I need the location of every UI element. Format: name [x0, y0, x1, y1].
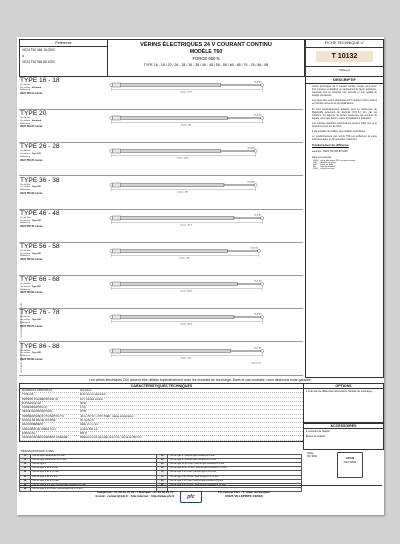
accessory-item: 2 consoles de fixation.: [306, 430, 331, 433]
motor-block: [113, 282, 121, 286]
characteristic-key: INDICE DE PROTECTION :: [22, 410, 54, 414]
description-paragraphs: [306, 84, 383, 142]
head-eye: [261, 84, 264, 87]
type-reference: [20, 225, 66, 228]
head-eye: [254, 150, 257, 153]
description-paragraph: Il est possible de réaliser des modèles spécifiques.: [312, 130, 366, 134]
designation-code: 48: [20, 488, 31, 492]
codes-table: [312, 160, 356, 170]
code-text: vérin électrique 24V courant continu: [320, 159, 356, 162]
vis-de-tete-callout: Vis de tête: [254, 281, 262, 283]
characteristic-value: environ 500 mm: [80, 427, 98, 431]
type-name: TYPE 66 - 68: [20, 276, 60, 284]
rear-eye: [110, 283, 113, 286]
type-ref-label: Référence: [20, 122, 31, 125]
designation-code: 26: [20, 467, 31, 471]
type-ref-value: VE24 T60 66: [20, 291, 34, 295]
type-course-word: course: [34, 291, 43, 295]
type-vis-label: Vis de tête: [20, 117, 31, 120]
type-vis-label: Vis de tête: [20, 183, 31, 186]
type-label: [20, 177, 66, 195]
reference-to: VE24 T60 065 88 1000: [22, 60, 55, 64]
designation-code: 20: [20, 462, 31, 466]
type-vis-label: Vis de tête: [20, 316, 31, 319]
characteristics-box: [19, 383, 304, 442]
designation-text: Tête de type K Ø 10 mm / pied de type K Ø 10 mm: [168, 475, 302, 479]
type-label: [20, 143, 66, 161]
functions-title: Fonctionnement des différences: [312, 144, 349, 148]
company-logo: pfc: [180, 491, 202, 503]
designation-code: 56: [157, 454, 168, 458]
type-course-word: course: [34, 324, 43, 328]
rear-eye: [110, 216, 113, 219]
description-title: DESCRIPTIF: [306, 77, 383, 84]
motor-block: [113, 183, 121, 187]
code-key: T60: [313, 161, 317, 164]
type-fin-label: Vis arrière :: [20, 319, 32, 322]
actuator-drawing: [67, 145, 301, 165]
type-row: [19, 210, 303, 243]
description-paragraph: Le positionnement des vérins T60 est s'effectuer la vente total de la ligne en 60 secondes maximum.: [312, 135, 377, 142]
description-paragraph: Les types des vérins électriques 24 V courant continu varient en fonction de leurs vis de détail désiré.: [312, 99, 377, 106]
actuator-rod: [231, 350, 261, 351]
motor-block: [113, 349, 121, 353]
characteristics-title: CARACTÉRISTIQUES TECHNIQUES: [20, 384, 303, 389]
designation-code: 88: [157, 483, 168, 487]
vis-de-tete-callout: Vis de tête: [254, 82, 262, 84]
code-key: 0200: [313, 167, 318, 170]
characteristic-value: 1,5 A: [80, 406, 86, 410]
code-text: type de fixation: [320, 165, 336, 168]
description-paragraph: Les courses standard s'échelonnent jusqu'à 1000 mm et le fonctionnement est de 60 N.: [312, 121, 377, 129]
characteristic-value: 36 W: [80, 401, 86, 405]
type-name: TYPE 26 - 28: [20, 143, 60, 151]
designation-code: 16: [20, 454, 31, 458]
model-title: MODÈLE T60: [189, 49, 223, 55]
options-box: [303, 383, 384, 423]
characteristic-value: Ø 20 mm en aluminium: [80, 393, 106, 397]
characteristic-value: 24 V courant continu: [80, 397, 103, 401]
type-vis-label: Vis de tête: [20, 349, 31, 352]
motor-block: [113, 216, 121, 220]
side-note: DOCUMENT NON CONTRACTUEL — SOUS RÉSERVE DE MODIFICATIONS: [21, 302, 23, 373]
motor-block: [113, 315, 121, 319]
actuator-drawing: [67, 311, 301, 331]
fiche-number: T 10132: [316, 51, 373, 62]
type-reference: [20, 325, 66, 328]
type-fin-value: Type E/K: [31, 352, 41, 355]
example-line: exemple : VE24 T60 065 88 0200: [312, 150, 348, 154]
characteristic-key: CONSOMMATION (A) :: [22, 406, 49, 410]
type-fin-value: Type E/K: [31, 319, 41, 322]
type-reference: [20, 258, 66, 261]
type-label: [20, 77, 66, 95]
characteristic-value: Référence à 60 secondes sous 0 en course de 500 mm: [80, 436, 142, 440]
type-course-word: course: [34, 191, 43, 195]
designation-text: Tête de type K Ø 8 mm / pied de type K Ø 8 mm: [168, 471, 302, 475]
designation-code: 68: [157, 467, 168, 471]
page-title: VÉRINS ÉLECTRIQUES 24 V COURANT CONTINU: [140, 42, 272, 48]
type-fin-value: Type E/K: [31, 153, 41, 156]
type-label: [20, 210, 66, 228]
description-paragraph: Vérins électriques 24 V courant continu conçus pour lever, tirer, pousser et déplacer un équipement de façon autonome, manuelle tout en assurant une sécurité et une qualité de levage constantes.: [312, 85, 377, 98]
type-ref-label: Référence: [20, 222, 31, 225]
head-eye: [261, 283, 264, 286]
type-ref-value: VE24 T60 76: [20, 324, 34, 328]
code-key: VE24: [313, 159, 319, 162]
designation-code: 78: [157, 475, 168, 479]
type-fin-value: Type E/K: [31, 285, 41, 288]
designation-text: Tête de type E Ø 8 mm / pied de type standard Ø 8 mm: [31, 483, 157, 487]
actuator-rod: [227, 250, 257, 251]
designation-text: Tête de type de Ø 10 mm / pied de type standard Ø 10 mm: [168, 467, 302, 471]
designation-code: 76: [157, 471, 168, 475]
characteristic-key: MATÉRIAUX PRINCIPAUX :: [22, 389, 54, 392]
motor-block: [113, 249, 121, 253]
type-fin-label: Vis arrière :: [20, 119, 32, 122]
type-reference: [20, 159, 66, 162]
description-paragraph: Ils sont particulièrement adaptés pour la manœuvre de Dispositifs évitement de Sécurité (D.S.S.) lors par les incisions, les dépens, les portes coupe-feu, les ouvrants de façade, ainsi que dans le cadre d'installations d'aération.: [312, 107, 377, 120]
characteristic-key: TENSION D'ALIMENTATION (V) :: [22, 397, 60, 401]
characteristic-key: VALEUR DE DÉPLACEMENT LINÉAIRE :: [22, 436, 69, 440]
course-dimension: Course + 281,5: [176, 158, 189, 161]
type-row: [19, 309, 303, 342]
type-course-word: course: [34, 258, 43, 262]
type-ref-value: VE24 T60 56: [20, 258, 34, 262]
type-course-word: course: [34, 125, 43, 129]
type-reference: [20, 92, 66, 95]
actuator-drawing: [67, 345, 301, 365]
type-fin-value: Type E/K: [31, 252, 41, 255]
rear-eye: [110, 183, 113, 186]
type-fin-value: Type E/K: [31, 219, 41, 222]
type-fin-value: Standard: [31, 119, 42, 122]
designation-code: 86: [157, 479, 168, 483]
type-ref-value: VE24 T60 46: [20, 224, 34, 228]
type-fin-label: Vis arrière :: [20, 219, 32, 222]
example-sub: Dans cet exemple,: [312, 155, 332, 159]
vis-de-tete-callout: Vis de tête: [254, 347, 262, 349]
vis-de-tete-callout: Vis de tête: [254, 115, 262, 117]
units-note: Cotes en mm: [251, 363, 261, 365]
type-vis-label: Vis de tête: [20, 150, 31, 153]
actuator-drawing: [67, 212, 301, 232]
characteristic-key: PUISSANCE (W) :: [22, 401, 43, 405]
reference-box: [19, 39, 108, 77]
reference-to-word: à: [22, 54, 24, 58]
characteristic-key: FORCE (N) :: [22, 431, 37, 435]
designation-text: Tête de type E / pied de type standard Ø 8 mm: [168, 454, 302, 458]
type-fin-label: Vis arrière :: [20, 285, 32, 288]
vis-de-tete-callout: Vis de tête: [247, 148, 255, 150]
code-key: 065: [313, 163, 317, 166]
type-row: [19, 77, 303, 110]
designation-text: Tête de type K: [31, 462, 157, 466]
course-dimension: Course + 314: [180, 357, 192, 360]
options-text: 1 à de tête de différentes dimensions. Module de surcharge.: [306, 390, 373, 393]
designation-text: Tête de type E / pied de type standard Ø 10 mm: [168, 458, 302, 462]
type-fin-label: Vis arrière :: [20, 86, 32, 89]
actuator-drawing: [67, 112, 301, 132]
types-section: [19, 77, 303, 377]
fiche-label: FICHE TECHNIQUE n°: [306, 40, 383, 48]
actuator-drawing: [67, 79, 301, 99]
characteristics-rows: [20, 389, 303, 441]
type-fin-label: Vis arrière :: [20, 153, 32, 156]
type-vis-label: Vis de tête: [20, 216, 31, 219]
type-reference: [20, 358, 66, 361]
type-label: [20, 110, 66, 128]
rear-eye: [110, 316, 113, 319]
type-name: TYPE 56 - 58: [20, 243, 60, 250]
characteristic-value: -20 à +70 °C / +70°C TAEF : classe température: [80, 414, 134, 418]
type-ref-label: Référence: [20, 189, 31, 191]
type-row: [19, 177, 303, 210]
course-dimension: Course + 277,5: [180, 91, 192, 94]
accessory-item: Étriers de fixation.: [306, 435, 327, 439]
type-ref-label: Référence: [20, 288, 31, 291]
type-label: [20, 276, 66, 294]
type-fin-value: Type E/K: [31, 186, 41, 189]
footer-contact: [95, 490, 175, 498]
code-text: Modèle du vérin: [320, 161, 336, 164]
footer-phone: Téléphone : 01 48 60 76 00 - Télécopie : 01 48 60 29 70: [96, 490, 174, 494]
type-name: TYPE 46 - 48: [20, 209, 60, 217]
type-row: [19, 110, 303, 143]
rear-eye: [110, 84, 113, 87]
head-eye: [254, 183, 257, 186]
vis-de-tete-callout: Vis de tête: [247, 181, 255, 183]
warning-note: Les vérins électriques 24V doivent être utilisés impérativement avec les modules de surcharge. Dans le cas contraire, nous déclinons toute garantie.: [89, 378, 312, 382]
code-row: [312, 168, 356, 170]
type-label: [20, 243, 66, 261]
type-ref-label: Référence: [20, 155, 31, 158]
head-eye: [257, 250, 260, 253]
actuator-rod: [234, 217, 261, 218]
options-title: OPTIONS: [304, 384, 383, 389]
type-name: TYPE 86 - 88: [20, 342, 60, 350]
type-ref-value: VE24 T60 86: [20, 357, 34, 361]
actuator-rod: [221, 84, 261, 85]
actuator-rod: [221, 151, 254, 152]
designation-text: Tête de type E Ø 10 mm / pied de type std Ø 10 mm: [31, 488, 157, 492]
certification-logo: AFAQ ISO 9001: [337, 452, 363, 478]
rear-eye: [110, 250, 113, 253]
course-dimension: Course + 321,5: [180, 224, 192, 227]
designation-code: 66: [157, 462, 168, 466]
type-ref-label: Référence: [20, 321, 31, 324]
type-row: [19, 243, 303, 276]
head-eye: [261, 316, 264, 319]
type-reference: [20, 192, 66, 195]
type-ref-value: VE24 T60 36: [20, 191, 34, 195]
type-ref-label: Référence: [20, 255, 31, 258]
designation-text: Tête de type E Ø 10 mm / pied de type standard Ø 10 mm: [168, 483, 302, 487]
type-ref-label: Référence: [20, 89, 31, 92]
description-box: [305, 77, 384, 378]
type-ref-label: Référence: [20, 355, 31, 357]
indice-label: Indice A: [306, 66, 383, 72]
designation-title: DÉSIGNATION DES TYPES: [21, 450, 54, 453]
designation-text: Tête de type E de Ø 8 mm: [31, 467, 157, 471]
characteristic-row: [20, 436, 303, 440]
type-vis-label: Vis de tête: [20, 250, 31, 252]
accessories-title: ACCESSOIRES: [304, 424, 383, 429]
actuator-rod: [237, 283, 260, 284]
type-row: [19, 343, 303, 376]
designation-code: 38: [20, 479, 31, 483]
characteristic-key: RACCORDEMENT :: [22, 423, 45, 427]
title-box: [107, 39, 305, 77]
footer-address: ZA Central Parc - 7, allée du Sanglier 93421 VILLEPINTE CEDEX: [217, 490, 271, 498]
type-fin-label: Vis arrière :: [20, 252, 32, 255]
designation-text: Tête de type E de Ø 10 mm: [31, 471, 157, 475]
actuator-drawing: [67, 278, 301, 298]
type-label: [20, 309, 66, 327]
designation-text: Tête de type K de Ø 8 mm: [31, 475, 157, 479]
designation-code: 18: [20, 458, 31, 462]
characteristic-value: 650 N: [80, 431, 87, 435]
type-name: TYPE 20: [20, 110, 47, 118]
type-vis-label: Vis de tête: [20, 283, 31, 286]
course-dimension: Course + 321,5: [180, 324, 192, 327]
characteristic-key: TYPE VIS :: [22, 393, 35, 397]
code-text: course en mm: [320, 167, 335, 170]
motor-block: [113, 83, 121, 87]
characteristic-key: SIGNAL DE FIN DE COURSE :: [22, 419, 57, 423]
type-name: TYPE 36 - 38: [20, 176, 60, 184]
technical-sheet: [17, 37, 384, 515]
footer-email: E-mail : contact@pfc.fr - Site internet : http://www.pfc.fr: [95, 494, 175, 498]
head-eye: [261, 216, 264, 219]
rear-eye: [110, 117, 113, 120]
type-row: [19, 143, 303, 176]
course-dimension: Course + 352,5: [180, 290, 192, 293]
designation-text: Tête de type de Ø 8 mm / pied de type standard Ø 8 mm: [168, 462, 302, 466]
head-eye: [261, 349, 264, 352]
designation-code: 28: [20, 471, 31, 475]
accessories-box: [303, 423, 384, 450]
certification-side: AFAQ ISO 9001: [307, 452, 318, 459]
type-vis-label: Vis de tête: [20, 84, 31, 86]
reference-from: VE24 T60 065 16 0200: [22, 48, 55, 52]
head-eye: [261, 117, 264, 120]
designation-text: Tête de type standard de Ø 10 mm: [31, 458, 157, 462]
course-dimension: Course + 292: [177, 191, 188, 194]
type-name: TYPE 16 - 18: [20, 77, 60, 84]
code-text: force en daN: [320, 163, 333, 166]
designation-text: Tête de type E Ø 8 mm / pied de type standard Ø 8 mm: [168, 479, 302, 483]
vis-de-tete-callout: Vis de tête: [254, 215, 262, 217]
actuator-rod: [227, 117, 260, 118]
type-fin-label: Vis arrière :: [20, 352, 32, 355]
characteristic-key: TEMPÉRATURE D'UTILISATION (°C) :: [22, 414, 66, 418]
rear-eye: [110, 349, 113, 352]
fiche-box: [305, 39, 384, 77]
actuator-drawing: [67, 179, 301, 199]
motor-block: [113, 116, 121, 120]
designation-text: Tête de type standard de Ø 8 mm: [31, 454, 157, 458]
vis-de-tete-callout: Vis de tête: [250, 248, 259, 250]
type-label: [20, 343, 66, 361]
type-row: [19, 276, 303, 309]
motor-block: [113, 149, 121, 153]
force-title: FORCE 650 N: [192, 56, 220, 61]
footer: [19, 485, 382, 514]
code-key: 88: [313, 165, 316, 168]
course-dimension: Course + 305: [179, 257, 190, 260]
type-course-word: course: [34, 357, 43, 361]
characteristic-value: IP 65: [80, 410, 86, 414]
type-course-word: course: [34, 224, 43, 228]
course-dimension: Course + 284: [180, 124, 192, 127]
designation-code: 46: [20, 483, 31, 487]
designation-code: 58: [157, 458, 168, 462]
type-fin-value: Standard: [31, 86, 42, 89]
designation-text: Tête de type K de Ø 10 mm: [31, 479, 157, 483]
characteristic-key: LONGUEUR DE CÂBLE (mm) :: [22, 427, 58, 431]
type-ref-value: VE24 T60 26: [20, 158, 34, 162]
characteristic-value: Vis cache fin: [80, 419, 95, 423]
type-fin-label: Vis arrière :: [20, 186, 32, 189]
type-ref-value: VE24 T60 20: [20, 125, 34, 129]
designation-code: 36: [20, 475, 31, 479]
type-course-word: course: [34, 158, 43, 162]
actuator-rod: [234, 317, 261, 318]
actuator-drawing: [67, 245, 301, 265]
vis-de-tete-callout: Vis de tête: [254, 314, 262, 316]
actuator-rod: [224, 184, 254, 185]
type-course-word: course: [34, 92, 43, 96]
characteristic-value: Câble 2 x 1 mm²: [80, 423, 99, 427]
reference-title: Référence: [20, 40, 107, 47]
characteristic-value: Aluminium: [80, 389, 92, 392]
type-ref-value: VE24 T60 16: [20, 92, 34, 96]
certification-block: [307, 450, 379, 480]
types-line: TYPE 16 - 18 / 20 / 26 - 28 / 36 - 38 / 46 - 48 / 56 - 58 / 66 - 68 / 76 - 78 / 86 - 88: [143, 63, 269, 67]
type-name: TYPE 76 - 78: [20, 309, 60, 317]
rear-eye: [110, 150, 113, 153]
